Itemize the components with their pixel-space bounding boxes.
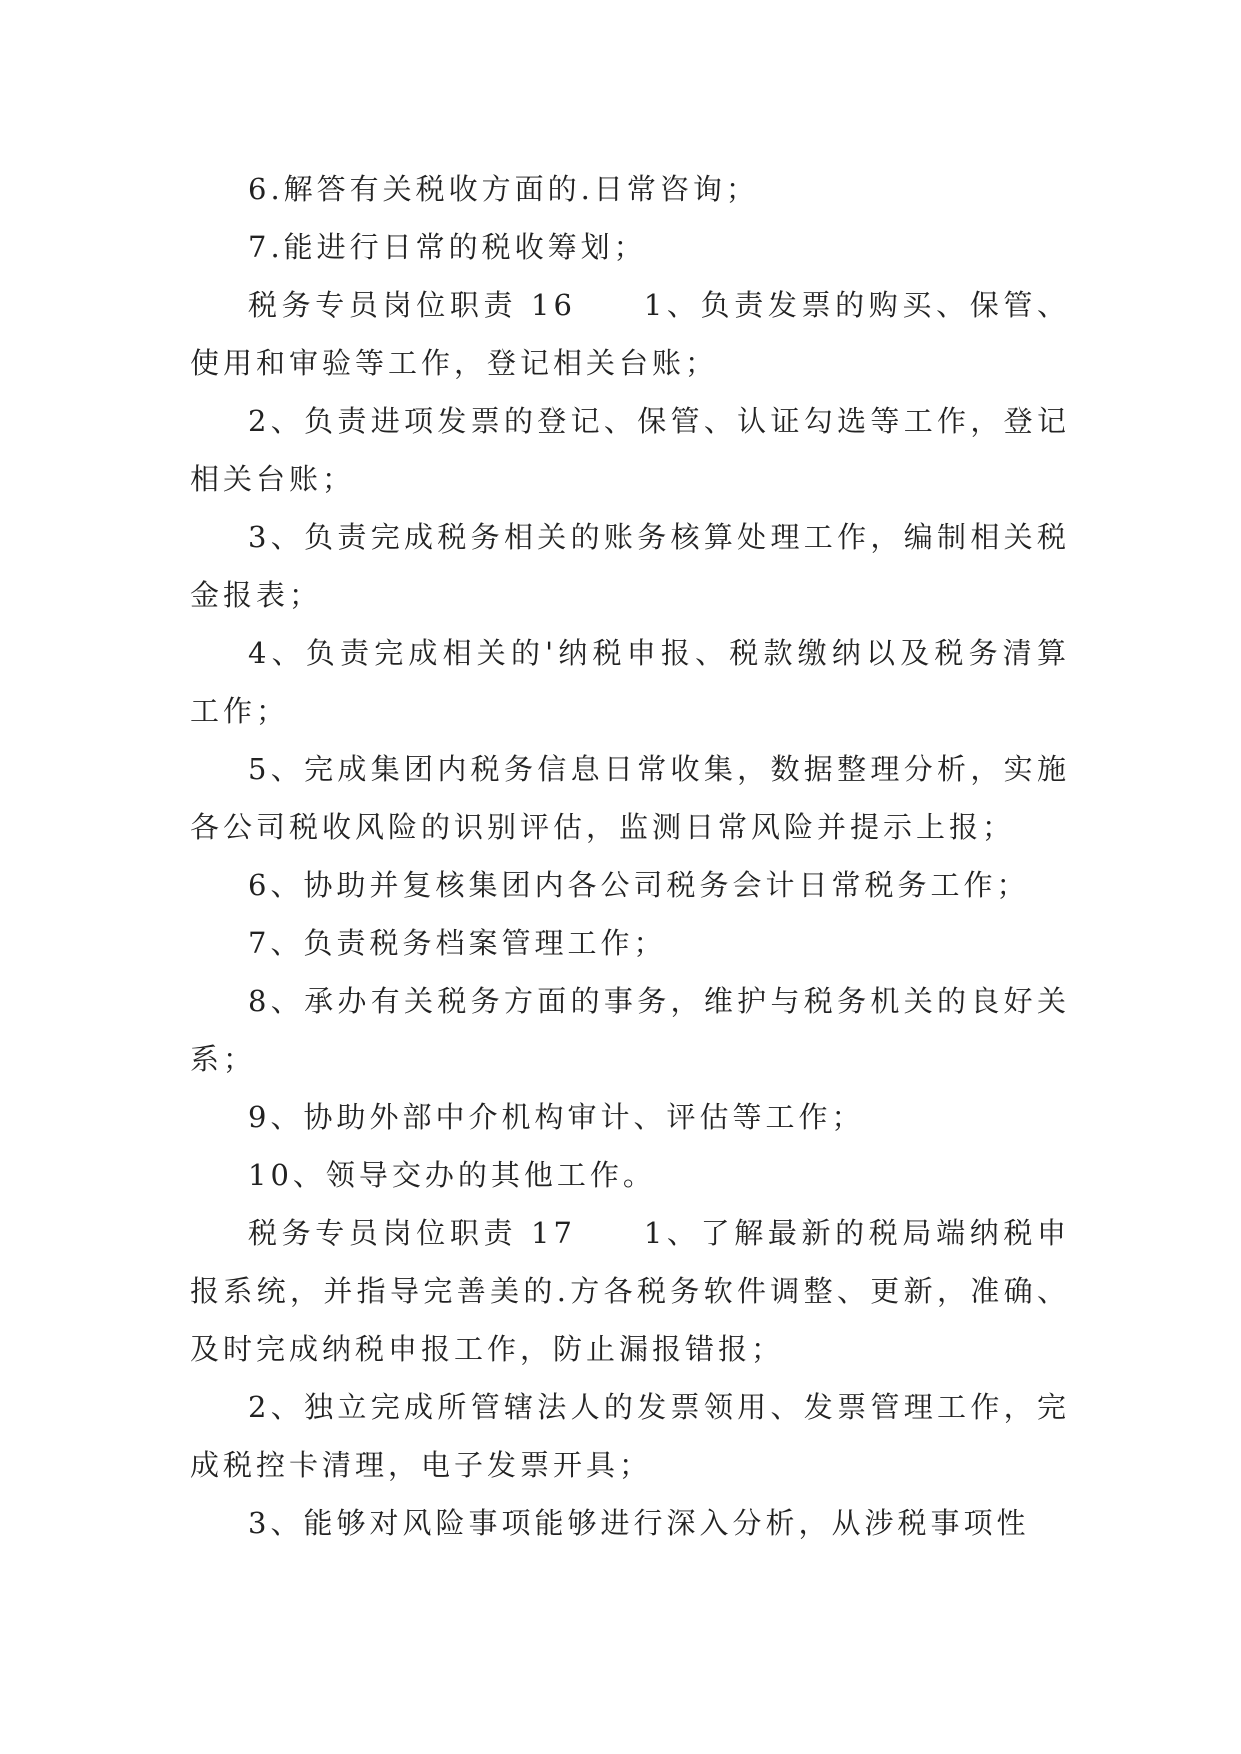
paragraph: 2、独立完成所管辖法人的发票领用、发票管理工作，完成税控卡清理，电子发票开具； xyxy=(190,1390,1070,1482)
paragraph: 税务专员岗位职责 17 1、了解最新的税局端纳税申报系统，并指导完善美的.方各税务软件调整、更新，准确、及时完成纳税申报工作，防止漏报错报； xyxy=(190,1216,1070,1366)
paragraph: 6.解答有关税收方面的.日常咨询； xyxy=(248,172,759,206)
paragraph: 6、协助并复核集团内各公司税务会计日常税务工作； xyxy=(248,868,1030,902)
paragraph: 7、负责税务档案管理工作； xyxy=(248,926,667,960)
paragraph: 3、能够对风险事项能够进行深入分析，从涉税事项性 xyxy=(248,1506,1030,1540)
paragraph: 4、负责完成相关的'纳税申报、税款缴纳以及税务清算工作； xyxy=(190,636,1070,728)
document-body xyxy=(190,160,1070,1552)
paragraph: 2、负责进项发票的登记、保管、认证勾选等工作，登记相关台账； xyxy=(190,404,1070,496)
paragraph: 7.能进行日常的税收筹划； xyxy=(248,230,647,264)
paragraph: 9、协助外部中介机构审计、评估等工作； xyxy=(248,1100,865,1134)
paragraph: 10、领导交办的其他工作。 xyxy=(248,1158,656,1192)
paragraph: 税务专员岗位职责 16 1、负责发票的购买、保管、使用和审验等工作，登记相关台账； xyxy=(190,288,1070,380)
paragraph: 3、负责完成税务相关的账务核算处理工作，编制相关税金报表； xyxy=(190,520,1070,612)
paragraph: 5、完成集团内税务信息日常收集，数据整理分析，实施各公司税收风险的识别评估，监测日常风险并提示上报； xyxy=(190,752,1070,844)
paragraph: 8、承办有关税务方面的事务，维护与税务机关的良好关系； xyxy=(190,984,1070,1076)
